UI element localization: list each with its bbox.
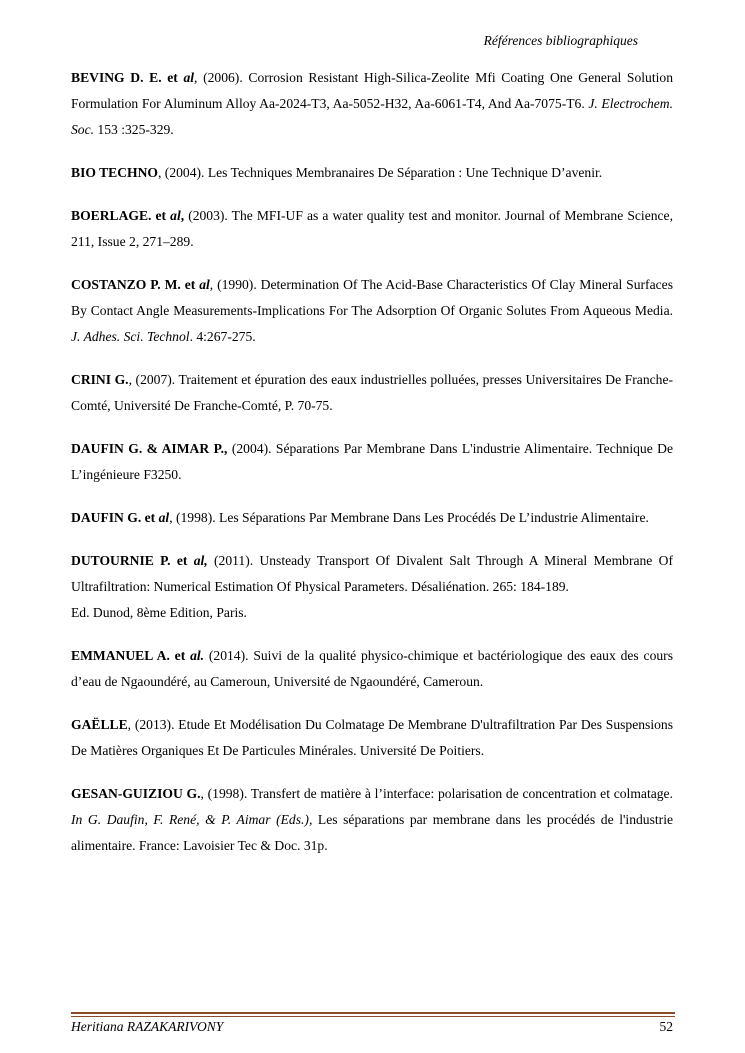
footer-author: Heritiana RAZAKARIVONY (71, 1019, 224, 1034)
reference-etal: al (199, 277, 210, 292)
reference-text: , (1990). Determination Of The Acid-Base Characteristics Of Clay Mineral Surfaces By Contact Angle Measurements-Implications For The Adsorption Of Organic Solutes From Aqueous Media. (71, 277, 673, 318)
reference-etal: al (158, 510, 170, 525)
reference-authors: BEVING D. E. et (71, 70, 178, 85)
reference-text: , (1998). Les Séparations Par Membrane Dans Les Procédés De L’industrie Alimentaire. (169, 510, 649, 525)
reference-authors: GAËLLE (71, 717, 128, 732)
reference-list (71, 65, 673, 876)
reference-entry (71, 65, 673, 143)
reference-text: , (2007). Traitement et épuration des eaux industrielles polluées, presses Universitaires De Franche-Comté, Université De Franche-Comté, P. 70-75. (71, 372, 674, 413)
reference-authors: COSTANZO P. M. et (71, 277, 196, 292)
reference-entry (71, 712, 673, 764)
reference-tail: 153 :325-329. (94, 122, 174, 137)
reference-journal: In G. Daufin, F. René, & P. Aimar (Eds.), (71, 812, 313, 827)
reference-comma: , (180, 208, 185, 223)
reference-text: (2003). The MFI-UF as a water quality test and monitor. Journal of Membrane Science, 211, Issue 2, 271–289. (71, 208, 673, 249)
page-number: 52 (659, 1019, 673, 1034)
page-header-title: Références bibliographiques (483, 33, 638, 48)
reference-authors: BOERLAGE. et (71, 208, 167, 223)
reference-text: (2011). Unsteady Transport Of Divalent Salt Through A Mineral Membrane Of Ultrafiltration: Numerical Estimation Of Physical Parameters. Désaliénation. 265: 184-189. (71, 553, 673, 594)
reference-text: (2004). Séparations Par Membrane Dans L'industrie Alimentaire. Technique De L’ingénieure F3250. (71, 441, 673, 482)
reference-journal: J. Adhes. Sci. Technol (71, 329, 190, 344)
reference-etal: al (170, 208, 181, 223)
reference-text: , (2004). Les Techniques Membranaires De Séparation : Une Technique D’avenir. (158, 165, 603, 180)
reference-extra: Ed. Dunod, 8ème Edition, Paris. (71, 605, 247, 620)
reference-etal: al (183, 70, 195, 85)
reference-authors: DAUFIN G. et (71, 510, 156, 525)
reference-text: , (1998). Transfert de matière à l’interface: polarisation de concentration et colmatage. (200, 786, 673, 801)
reference-tail: . 4:267-275. (189, 329, 256, 344)
reference-authors: DUTOURNIE P. et (71, 553, 188, 568)
reference-entry (71, 643, 673, 695)
reference-authors: DAUFIN G. & AIMAR P., (71, 441, 228, 456)
reference-entry (71, 505, 673, 531)
reference-authors: GESAN-GUIZIOU G. (71, 786, 201, 801)
reference-etal: al, (193, 553, 208, 568)
reference-journal: J. Electrochem. Soc. (71, 96, 673, 137)
reference-text: (2014). Suivi de la qualité physico-chimique et bactériologique des eaux des cours d’eau de Ngaoundéré, au Cameroun, Université de Ngaoundéré, Cameroun. (71, 648, 673, 689)
reference-entry (71, 160, 673, 186)
footer-divider (71, 1012, 675, 1017)
reference-etal: al. (190, 648, 205, 663)
reference-entry (71, 203, 673, 255)
reference-tail: Les séparations par membrane dans les procédés de l'industrie alimentaire. France: Lavoisier Tec & Doc. 31p. (71, 812, 674, 853)
reference-entry (71, 781, 673, 859)
reference-text: , (2006). Corrosion Resistant High-Silica-Zeolite Mfi Coating One General Solution Formulation For Aluminum Alloy Aa-2024-T3, Aa-5052-H32, Aa-6061-T4, And Aa-7075-T6. (71, 70, 673, 111)
reference-entry (71, 272, 673, 350)
reference-entry (71, 367, 673, 419)
reference-entry (71, 436, 673, 488)
reference-authors: BIO TECHNO (71, 165, 158, 180)
reference-authors: EMMANUEL A. et (71, 648, 186, 663)
reference-text: , (2013). Etude Et Modélisation Du Colmatage De Membrane D'ultrafiltration Par Des Suspensions De Matières Organiques Et De Particules Minérales. Université De Poitiers. (71, 717, 673, 758)
reference-authors: CRINI G. (71, 372, 129, 387)
reference-entry (71, 548, 673, 626)
